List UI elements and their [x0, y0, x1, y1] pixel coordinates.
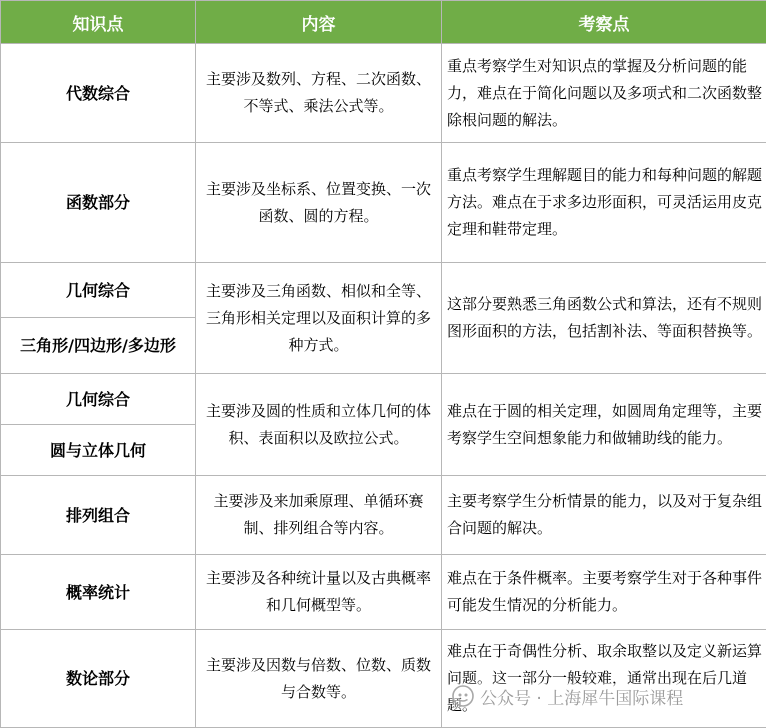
topic-cell: 概率统计 — [1, 555, 196, 630]
point-cell: 难点在于圆的相关定理，如圆周角定理等，主要考察学生空间想象能力和做辅助线的能力。 — [442, 374, 766, 476]
content-cell: 主要涉及三角函数、相似和全等、三角形相关定理以及面积计算的多种方式。 — [196, 263, 442, 374]
topic-cell: 代数综合 — [1, 44, 196, 143]
content-cell: 主要涉及圆的性质和立体几何的体积、表面积以及欧拉公式。 — [196, 374, 442, 476]
content-cell: 主要涉及数列、方程、二次函数、不等式、乘法公式等。 — [196, 44, 442, 143]
point-cell: 难点在于奇偶性分析、取余取整以及定义新运算问题。这一部分一般较难，通常出现在后几道题。 — [442, 630, 766, 728]
content-cell: 主要涉及因数与倍数、位数、质数与合数等。 — [196, 630, 442, 728]
table-row — [1, 555, 766, 630]
table-row — [1, 143, 766, 263]
content-cell: 主要涉及各种统计量以及古典概率和几何概型等。 — [196, 555, 442, 630]
header-point: 考察点 — [442, 1, 766, 44]
topic-cell: 圆与立体几何 — [1, 425, 196, 476]
header-topic: 知识点 — [1, 1, 196, 44]
point-cell: 主要考察学生分析情景的能力，以及对于复杂组合问题的解决。 — [442, 476, 766, 555]
header-content: 内容 — [196, 1, 442, 44]
point-cell: 重点考察学生对知识点的掌握及分析问题的能力，难点在于简化问题以及多项式和二次函数整除根问题的解法。 — [442, 44, 766, 143]
wechat-official-account-icon — [452, 685, 474, 707]
table-row — [1, 263, 766, 318]
content-cell: 主要涉及来加乘原理、单循环赛制、排列组合等内容。 — [196, 476, 442, 555]
table-row — [1, 374, 766, 425]
point-cell: 难点在于条件概率。主要考察学生对于各种事件可能发生情况的分析能力。 — [442, 555, 766, 630]
topic-cell: 排列组合 — [1, 476, 196, 555]
table-row — [1, 630, 766, 728]
topic-cell: 几何综合 — [1, 263, 196, 318]
content-cell: 主要涉及坐标系、位置变换、一次函数、圆的方程。 — [196, 143, 442, 263]
point-cell: 这部分要熟悉三角函数公式和算法，还有不规则图形面积的方法，包括割补法、等面积替换等。 — [442, 263, 766, 374]
topic-cell: 函数部分 — [1, 143, 196, 263]
topic-cell: 几何综合 — [1, 374, 196, 425]
topic-cell: 数论部分 — [1, 630, 196, 728]
watermark-text: 公众号 · 上海犀牛国际课程 — [480, 688, 684, 709]
topic-cell: 三角形/四边形/多边形 — [1, 318, 196, 374]
table-row — [1, 44, 766, 143]
table-row — [1, 476, 766, 555]
table-header-row — [1, 1, 766, 44]
watermark — [452, 683, 683, 709]
point-cell: 重点考察学生理解题目的能力和每种问题的解题方法。难点在于求多边形面积，可灵活运用皮克定理和鞋带定理。 — [442, 143, 766, 263]
